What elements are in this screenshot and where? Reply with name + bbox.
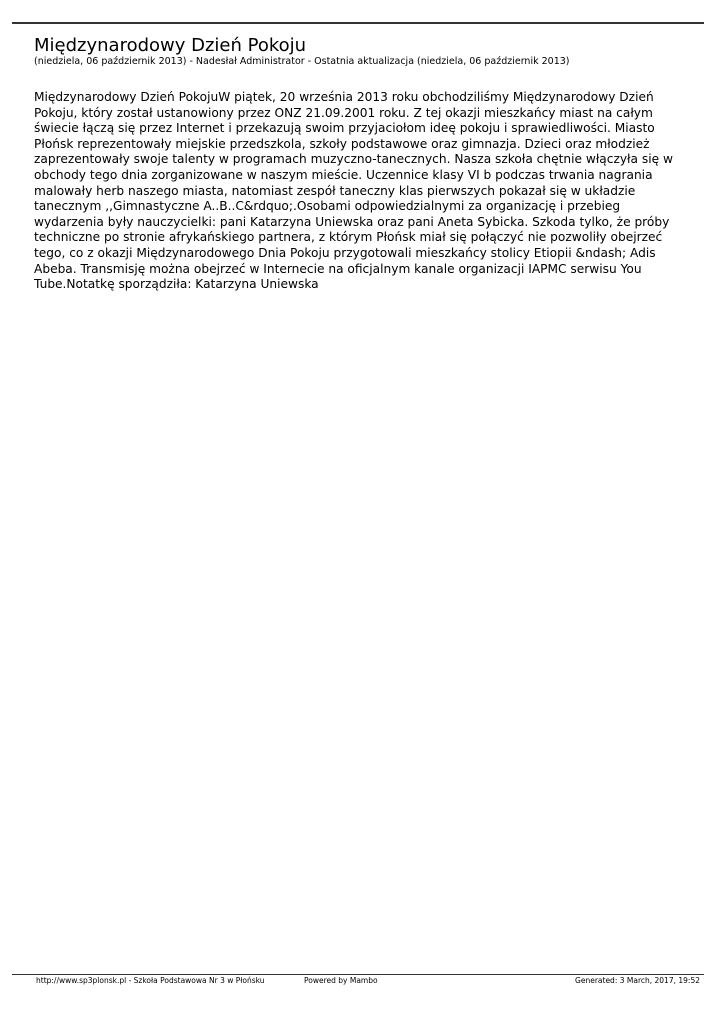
article-body-line: Płońsk reprezentowały miejskie przedszkola, szkoły podstawowe oraz gimnazja. Dzieci oraz młodzież	[34, 136, 650, 151]
article-body-line: Pokoju, który został ustanowiony przez ONZ 21.09.2001 roku. Z tej okazji mieszkańcy miast na całym	[34, 105, 653, 120]
article-body-line: świecie łączą się przez Internet i przekazują swoim przyjaciołom ideę pokoju i sprawiedliwości. Miasto	[34, 121, 655, 136]
header-rule	[12, 22, 704, 24]
article-body-line: Międzynarodowy Dzień PokojuW piątek, 20 września 2013 roku obchodziliśmy Międzynarodowy Dzień	[34, 90, 654, 104]
footer-rule	[12, 974, 704, 975]
footer-site-link[interactable]: http://www.sp3plonsk.pl - Szkoła Podstawowa Nr 3 w Płońsku	[36, 976, 265, 985]
footer-powered-by: Powered by Mambo	[304, 976, 378, 985]
article-body	[34, 90, 682, 293]
article-body-line: obchody tego dnia zorganizowane w naszym mieście. Uczennice klasy VI b podczas trwania nagrania	[34, 167, 653, 182]
article-body-line: zaprezentowały swoje talenty w programach muzyczno-tanecznych. Nasza szkoła chętnie włączyła się w	[34, 152, 673, 167]
article-meta: (niedziela, 06 październik 2013) - Nadesłał Administrator - Ostatnia aktualizacja (niedziela, 06 październik 2013)	[34, 56, 570, 67]
article-body-line: Abeba. Transmisję można obejrzeć w Internecie na oficjalnym kanale organizacji IAPMC serwisu You	[34, 261, 642, 276]
article-body-line: wydarzenia były nauczycielki: pani Katarzyna Uniewska oraz pani Aneta Sybicka. Szkoda tylko, że próby	[34, 214, 670, 229]
article-body-line: techniczne po stronie afrykańskiego partnera, z którym Płońsk miał się połączyć nie pozwoliły obejrzeć	[34, 230, 663, 245]
article-body-line: tanecznym ,,Gimnastyczne A..B..C&rdquo;.Osobami odpowiedzialnymi za organizację i przebieg	[34, 199, 621, 214]
article-title: Międzynarodowy Dzień Pokoju	[34, 35, 307, 56]
footer-generated-date: Generated: 3 March, 2017, 19:52	[575, 976, 700, 985]
article-body-line: tego, co z okazji Międzynarodowego Dnia Pokoju przygotowali mieszkańcy stolicy Etiopii &ndash; Adis	[34, 245, 656, 260]
article-body-line: malowały herb naszego miasta, natomiast zespół taneczny klas pierwszych pokazał się w układzie	[34, 183, 636, 198]
article-body-line: Tube.Notatkę sporządziła: Katarzyna Uniewska	[34, 277, 319, 292]
